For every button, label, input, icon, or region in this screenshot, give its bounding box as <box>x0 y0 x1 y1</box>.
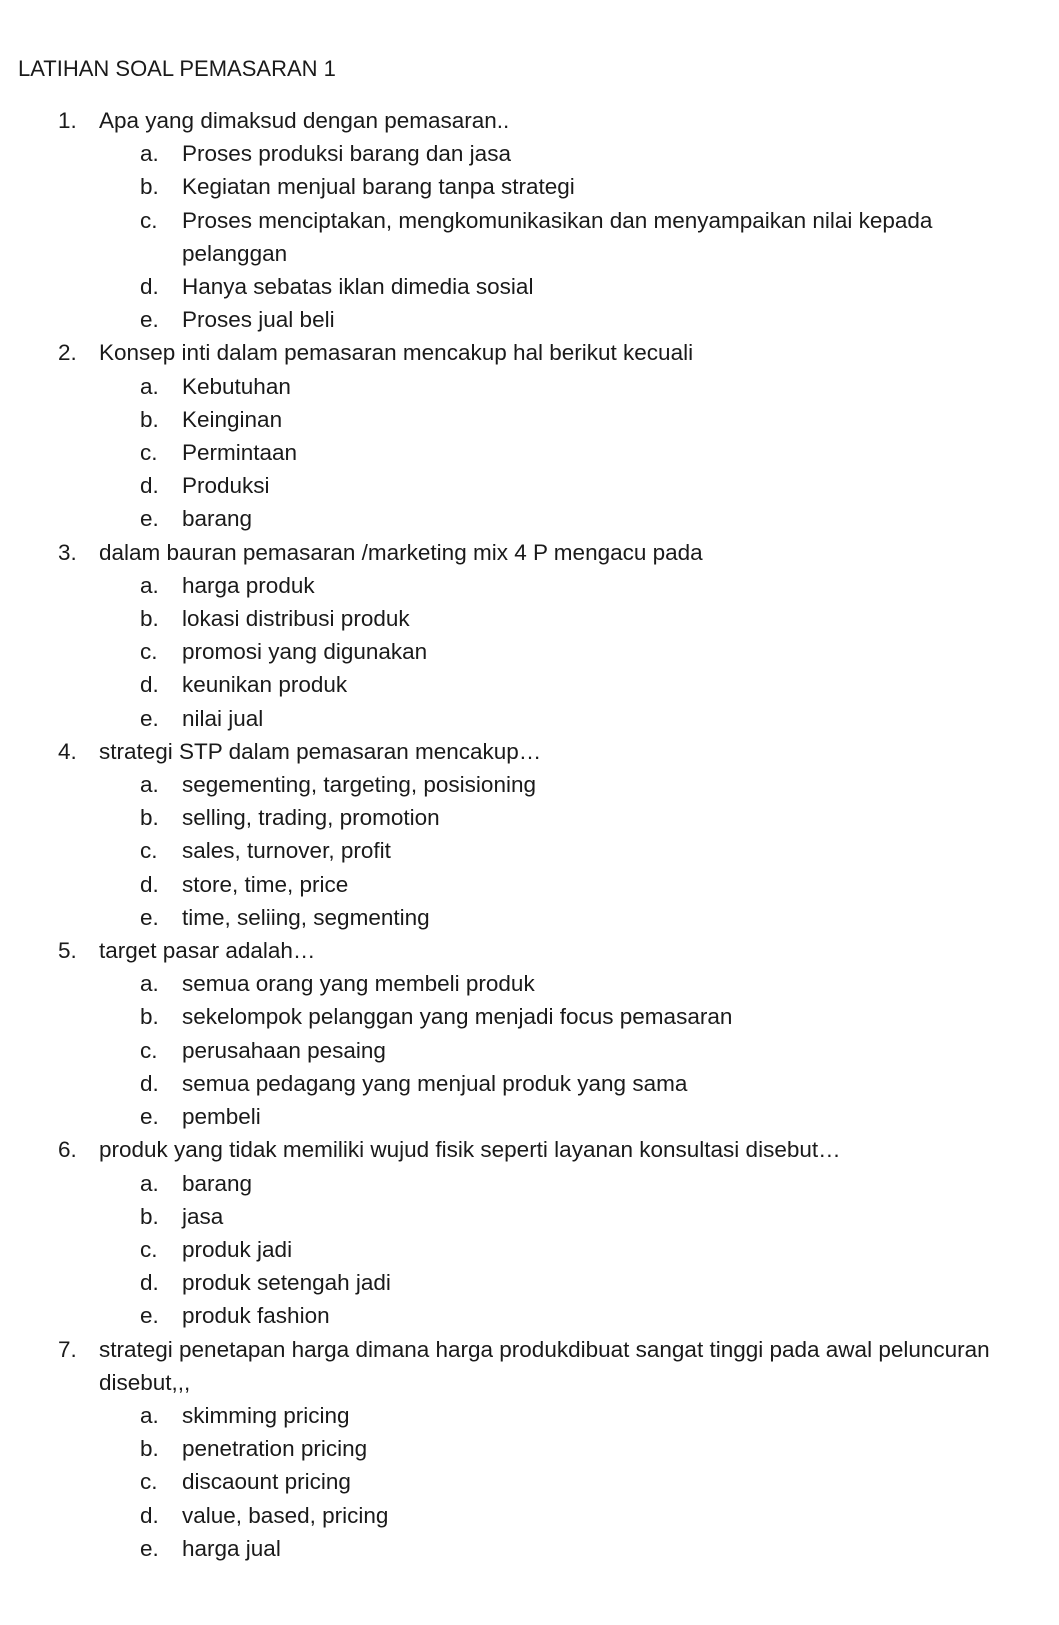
option-letter: d. <box>140 1070 159 1096</box>
option-letter: b. <box>140 1436 159 1462</box>
question-number: 1. <box>58 108 77 133</box>
option-c <box>0 834 962 867</box>
question-stem <box>0 536 1029 569</box>
option-letter: b. <box>140 1004 159 1030</box>
option-letter: c. <box>140 639 158 665</box>
option-b <box>0 1000 962 1033</box>
option-d <box>0 1266 962 1299</box>
option-c <box>0 1034 962 1067</box>
option-letter: a. <box>140 373 159 399</box>
option-letter: e. <box>140 1303 159 1329</box>
option-e <box>0 303 962 336</box>
option-letter: a. <box>140 572 159 598</box>
question-text: dalam bauran pemasaran /marketing mix 4 P mengacu pada <box>99 539 703 565</box>
option-letter: d. <box>140 274 159 300</box>
option-c <box>0 1465 962 1498</box>
option-letter: c. <box>140 440 158 466</box>
option-a <box>0 370 962 403</box>
option-letter: c. <box>140 838 158 864</box>
question-text: target pasar adalah… <box>99 938 316 964</box>
option-text: nilai jual <box>182 705 264 731</box>
option-letter: c. <box>140 1469 158 1495</box>
option-letter: d. <box>140 672 159 698</box>
question-number: 3. <box>58 539 77 565</box>
option-letter: b. <box>140 174 159 200</box>
option-d <box>0 1499 962 1532</box>
question-3 <box>0 536 1059 735</box>
option-text: Kebutuhan <box>182 373 291 399</box>
option-d <box>0 868 962 901</box>
option-e <box>0 1100 962 1133</box>
option-text: produk fashion <box>182 1303 330 1329</box>
question-number: 6. <box>58 1137 77 1163</box>
option-text: Permintaan <box>182 440 298 466</box>
option-text: barang <box>182 506 253 532</box>
option-e <box>0 1532 962 1565</box>
option-text: harga jual <box>182 1535 281 1561</box>
question-list <box>0 104 1059 1565</box>
question-stem <box>0 934 1029 967</box>
question-text: Apa yang dimaksud dengan pemasaran.. <box>99 108 510 133</box>
option-c <box>0 436 962 469</box>
option-d <box>0 270 962 303</box>
option-text: semua orang yang membeli produk <box>182 971 535 997</box>
question-5 <box>0 934 1059 1133</box>
option-b <box>0 403 962 436</box>
option-letter: d. <box>140 473 159 499</box>
option-letter: b. <box>140 1203 159 1229</box>
option-letter: d. <box>140 1270 159 1296</box>
option-e <box>0 901 962 934</box>
option-letter: c. <box>140 1037 158 1063</box>
option-text: value, based, pricing <box>182 1502 389 1528</box>
option-b <box>0 170 962 203</box>
option-a <box>0 569 962 602</box>
option-text: Proses produksi barang dan jasa <box>182 141 511 167</box>
option-text: sales, turnover, profit <box>182 838 391 864</box>
option-letter: c. <box>140 207 158 233</box>
option-text: jasa <box>182 1203 224 1229</box>
option-e <box>0 1299 962 1332</box>
option-b <box>0 801 962 834</box>
option-letter: a. <box>140 141 159 167</box>
document-title: LATIHAN SOAL PEMASARAN 1 <box>18 56 336 81</box>
question-stem <box>0 1333 1029 1399</box>
option-letter: c. <box>140 1236 158 1262</box>
question-stem <box>0 1133 1029 1166</box>
option-letter: a. <box>140 1402 159 1428</box>
question-number: 4. <box>58 738 77 764</box>
option-text: harga produk <box>182 572 315 598</box>
option-text: Keinginan <box>182 406 283 432</box>
question-7 <box>0 1333 1059 1565</box>
question-number: 2. <box>58 340 77 366</box>
option-letter: b. <box>140 805 159 831</box>
option-text: store, time, price <box>182 871 349 897</box>
option-text: sekelompok pelanggan yang menjadi focus pemasaran <box>182 1004 733 1030</box>
option-text: selling, trading, promotion <box>182 805 440 831</box>
option-d <box>0 668 962 701</box>
option-letter: e. <box>140 1535 159 1561</box>
question-stem <box>0 735 1029 768</box>
option-a <box>0 967 962 1000</box>
option-letter: b. <box>140 606 159 632</box>
option-text: barang <box>182 1170 253 1196</box>
option-text: perusahaan pesaing <box>182 1037 386 1063</box>
option-b <box>0 1200 962 1233</box>
question-1 <box>0 104 1059 336</box>
question-text: strategi penetapan harga dimana harga produkdibuat sangat tinggi pada awal peluncuran disebut,,, <box>99 1336 990 1395</box>
option-text: Produksi <box>182 473 270 499</box>
option-a <box>0 1399 962 1432</box>
option-e <box>0 702 962 735</box>
question-stem <box>0 104 1029 137</box>
option-text: time, seliing, segmenting <box>182 904 430 930</box>
option-text: lokasi distribusi produk <box>182 606 410 632</box>
option-text: Hanya sebatas iklan dimedia sosial <box>182 274 534 300</box>
option-text: Kegiatan menjual barang tanpa strategi <box>182 174 575 200</box>
option-text: semua pedagang yang menjual produk yang sama <box>182 1070 688 1096</box>
option-b <box>0 602 962 635</box>
option-letter: e. <box>140 1104 159 1130</box>
option-letter: d. <box>140 871 159 897</box>
question-2 <box>0 336 1059 535</box>
option-e <box>0 502 962 535</box>
option-letter: e. <box>140 705 159 731</box>
option-text: produk jadi <box>182 1236 293 1262</box>
option-text: segementing, targeting, posisioning <box>182 772 536 798</box>
option-b <box>0 1432 962 1465</box>
option-text: Proses menciptakan, mengkomunikasikan dan menyampaikan nilai kepada pelanggan <box>182 207 933 266</box>
question-text: produk yang tidak memiliki wujud fisik seperti layanan konsultasi disebut… <box>99 1137 841 1163</box>
option-a <box>0 137 962 170</box>
question-text: Konsep inti dalam pemasaran mencakup hal berikut kecuali <box>99 340 694 366</box>
option-letter: a. <box>140 772 159 798</box>
option-text: promosi yang digunakan <box>182 639 428 665</box>
option-text: penetration pricing <box>182 1436 368 1462</box>
option-letter: b. <box>140 406 159 432</box>
option-a <box>0 1167 962 1200</box>
option-a <box>0 768 962 801</box>
option-text: Proses jual beli <box>182 307 335 333</box>
option-text: keunikan produk <box>182 672 348 698</box>
question-4 <box>0 735 1059 934</box>
option-text: skimming pricing <box>182 1402 350 1428</box>
option-c <box>0 1233 962 1266</box>
option-text: discaount pricing <box>182 1469 351 1495</box>
option-d <box>0 469 962 502</box>
option-letter: a. <box>140 971 159 997</box>
option-c <box>0 635 962 668</box>
option-letter: a. <box>140 1170 159 1196</box>
question-text: strategi STP dalam pemasaran mencakup… <box>99 738 542 764</box>
option-letter: e. <box>140 506 159 532</box>
option-letter: d. <box>140 1502 159 1528</box>
question-number: 5. <box>58 938 77 964</box>
option-letter: e. <box>140 904 159 930</box>
question-stem <box>0 336 1029 369</box>
question-number: 7. <box>58 1336 77 1362</box>
option-text: pembeli <box>182 1104 261 1130</box>
option-letter: e. <box>140 307 159 333</box>
question-6 <box>0 1133 1059 1332</box>
option-text: produk setengah jadi <box>182 1270 391 1296</box>
option-c <box>0 204 962 270</box>
option-d <box>0 1067 962 1100</box>
